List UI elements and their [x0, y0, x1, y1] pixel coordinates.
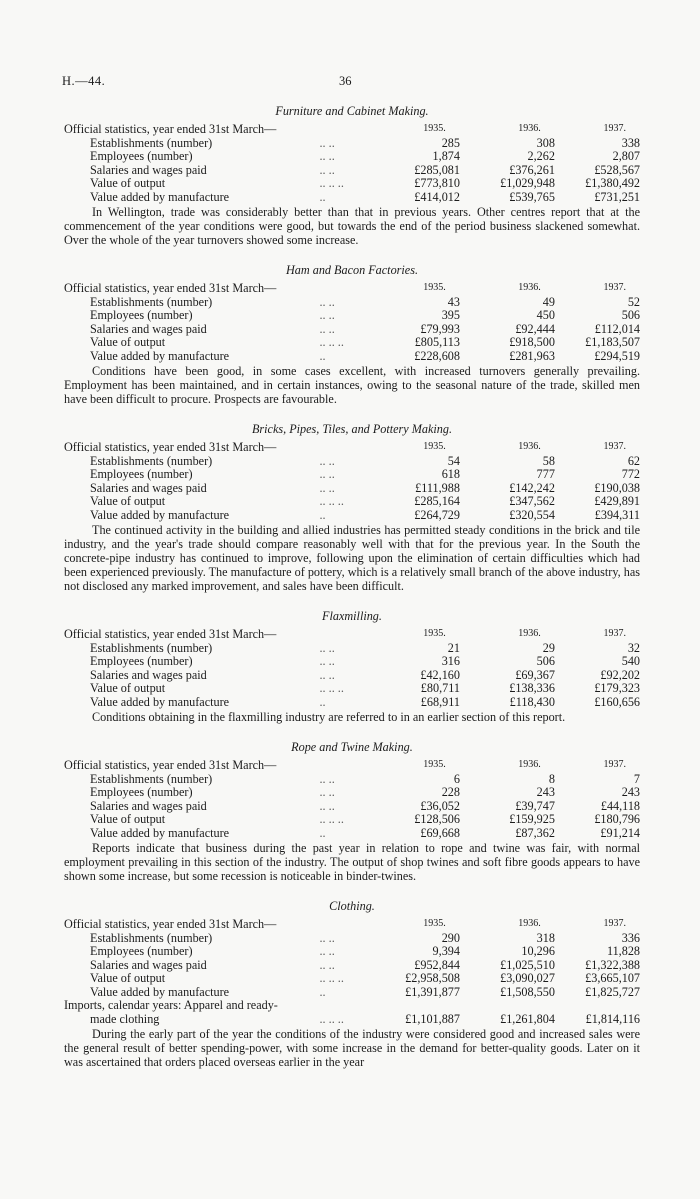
- cell-value: 243: [621, 785, 641, 799]
- year-header: 1935.: [423, 918, 446, 929]
- section: [64, 889, 640, 1069]
- cell-value: 2,807: [612, 149, 641, 163]
- leader-dots: ..: [319, 348, 326, 363]
- cell-value: £1,391,877: [405, 984, 460, 999]
- row-label: Employees (number): [90, 654, 193, 668]
- cell-value: 618: [441, 467, 460, 481]
- cell-value: £39,747: [515, 798, 555, 813]
- year-header: 1936.: [518, 628, 541, 639]
- section-title: Ham and Bacon Factories.: [285, 263, 418, 277]
- cell-value: £3,665,107: [585, 971, 641, 985]
- leader-dots: .. .. ..: [319, 681, 344, 695]
- cell-value: 450: [536, 308, 555, 322]
- year-header: 1935.: [423, 441, 446, 452]
- row-label: Establishments (number): [90, 135, 213, 150]
- report-reference: H.—44.: [62, 74, 106, 88]
- leader-dots: .. ..: [319, 294, 335, 309]
- year-header: 1935.: [423, 123, 446, 134]
- section-title: Flaxmilling.: [322, 609, 382, 623]
- cell-value: £264,729: [414, 507, 460, 522]
- table-row: [64, 985, 640, 999]
- leader-dots: .. ..: [319, 944, 335, 958]
- leader-dots: .. ..: [319, 480, 335, 495]
- year-header: 1937.: [603, 918, 626, 929]
- table-header-row: [64, 122, 640, 136]
- cell-value: 336: [621, 930, 641, 945]
- table-intro: Official statistics, year ended 31st March—: [64, 440, 277, 454]
- cell-value: 62: [627, 453, 641, 468]
- row-label: Salaries and wages paid: [90, 667, 207, 682]
- table-row: [64, 308, 640, 322]
- cell-value: £952,844: [414, 957, 460, 972]
- row-label: Employees (number): [90, 785, 193, 799]
- table-row: [64, 654, 640, 668]
- cell-value: £190,038: [594, 480, 641, 495]
- section-title: Rope and Twine Making.: [291, 740, 413, 754]
- leader-dots: ..: [319, 694, 326, 709]
- row-label: Salaries and wages paid: [90, 957, 207, 972]
- leader-dots: .. ..: [319, 785, 335, 799]
- section-commentary: During the early part of the year the conditions of the industry were considered good and increased sales were the general result of better spending-power, with some increase in the demand for better-quality goods. Later on it was ascertained that orders placed overseas earlier in the year: [64, 1027, 640, 1069]
- leader-dots: .. ..: [319, 771, 335, 786]
- leader-dots: .. ..: [319, 667, 335, 682]
- cell-value: £281,963: [509, 348, 555, 363]
- cell-value: 11,828: [606, 944, 641, 958]
- row-label: Value of output: [90, 681, 166, 695]
- table-row: [64, 681, 640, 695]
- cell-value: £918,500: [509, 335, 555, 349]
- row-label: Establishments (number): [90, 771, 213, 786]
- table-intro: Official statistics, year ended 31st March—: [64, 917, 277, 931]
- year-header: 1936.: [518, 123, 541, 134]
- table-row: [64, 668, 640, 682]
- section-title: Furniture and Cabinet Making.: [275, 104, 429, 118]
- row-label: Employees (number): [90, 308, 193, 322]
- cell-value: £228,608: [414, 348, 460, 363]
- row-label: Value added by manufacture: [90, 348, 230, 363]
- leader-dots: ..: [319, 189, 326, 204]
- table-intro: Official statistics, year ended 31st March—: [64, 122, 277, 136]
- cell-value: £87,362: [515, 825, 555, 840]
- leader-dots: .. ..: [319, 654, 335, 668]
- cell-value: £79,993: [420, 321, 460, 336]
- cell-value: £1,101,887: [405, 1011, 460, 1026]
- leader-dots: .. ..: [319, 930, 335, 945]
- cell-value: £91,214: [600, 825, 641, 840]
- table-row: [64, 149, 640, 163]
- row-label: Value added by manufacture: [90, 507, 230, 522]
- cell-value: 54: [447, 453, 460, 468]
- cell-value: £394,311: [594, 507, 641, 522]
- cell-value: £1,025,510: [500, 957, 555, 972]
- cell-value: 316: [441, 654, 460, 668]
- section: [64, 104, 640, 247]
- cell-value: £112,014: [594, 321, 641, 336]
- cell-value: 540: [621, 654, 641, 668]
- cell-value: £92,202: [600, 667, 641, 682]
- cell-value: 58: [542, 453, 555, 468]
- section: [64, 599, 640, 724]
- table-row: [64, 971, 640, 985]
- table-row: [64, 481, 640, 495]
- cell-value: 228: [441, 785, 460, 799]
- table-row: [64, 176, 640, 190]
- leader-dots: .. ..: [319, 135, 335, 150]
- cell-value: £1,322,388: [585, 957, 641, 972]
- year-header: 1936.: [518, 282, 541, 293]
- leader-dots: .. ..: [319, 162, 335, 177]
- table-row: [64, 958, 640, 972]
- row-label: Establishments (number): [90, 930, 213, 945]
- cell-value: £528,567: [594, 162, 641, 177]
- table-row: [64, 295, 640, 309]
- imports-row: [64, 998, 640, 1012]
- row-label: Value of output: [90, 176, 166, 190]
- row-label: Value added by manufacture: [90, 694, 230, 709]
- row-label: Value added by manufacture: [90, 189, 230, 204]
- section-commentary: Reports indicate that business during the past year in relation to rope and twine was fair, with normal employment prevailing in this section of the industry. The output of shop twines and soft fibre goods appears to have shown some increase, but some recession is noticeable in binder-twines.: [64, 841, 640, 883]
- row-label: Value of output: [90, 971, 166, 985]
- row-label: Establishments (number): [90, 453, 213, 468]
- table-row: [64, 944, 640, 958]
- cell-value: 2,262: [527, 149, 555, 163]
- row-label: Salaries and wages paid: [90, 480, 207, 495]
- cell-value: 49: [542, 294, 555, 309]
- cell-value: 338: [621, 135, 641, 150]
- section-commentary: Conditions have been good, in some cases excellent, with increased turnovers generally prevailing. Employment has been maintained, and in certain instances, owing to the seasonal nature of the trade, skilled men have been difficult to procure. Prospects are favourable.: [64, 364, 640, 406]
- imports-values-row: [64, 1012, 640, 1026]
- cell-value: 43: [447, 294, 460, 309]
- cell-value: £159,925: [509, 812, 555, 826]
- table-row: [64, 190, 640, 204]
- cell-value: £1,380,492: [585, 176, 641, 190]
- leader-dots: .. .. ..: [319, 1011, 344, 1026]
- spacer: [319, 758, 382, 772]
- section-commentary: In Wellington, trade was considerably better than that in previous years. Other centres report that at the commencement of the year conditions were good, but towards the end of the period business slackened somewhat. Over the whole of the year turnovers showed some increase.: [64, 205, 640, 247]
- row-label: Value added by manufacture: [90, 984, 230, 999]
- cell-value: £294,519: [594, 348, 641, 363]
- leader-dots: .. ..: [319, 798, 335, 813]
- row-label: Value of output: [90, 494, 166, 508]
- table-row: [64, 695, 640, 709]
- leader-dots: ..: [319, 825, 326, 840]
- table-header-row: [64, 627, 640, 641]
- year-header: 1935.: [423, 759, 446, 770]
- leader-dots: .. ..: [319, 640, 335, 655]
- leader-dots: .. .. ..: [319, 971, 344, 985]
- cell-value: £1,814,116: [585, 1011, 641, 1026]
- table-header-row: [64, 758, 640, 772]
- cell-value: 6: [453, 771, 460, 786]
- table-row: [64, 772, 640, 786]
- cell-value: 29: [542, 640, 555, 655]
- cell-value: £69,367: [515, 667, 555, 682]
- leader-dots: .. .. ..: [319, 494, 344, 508]
- table-row: [64, 335, 640, 349]
- row-label: Establishments (number): [90, 640, 213, 655]
- cell-value: £118,430: [509, 694, 555, 709]
- leader-dots: .. ..: [319, 957, 335, 972]
- leader-dots: .. .. ..: [319, 812, 344, 826]
- leader-dots: .. ..: [319, 453, 335, 468]
- cell-value: 772: [621, 467, 641, 481]
- cell-value: £92,444: [515, 321, 555, 336]
- spacer: [319, 917, 382, 931]
- leader-dots: ..: [319, 507, 326, 522]
- table-header-row: [64, 917, 640, 931]
- cell-value: 395: [441, 308, 460, 322]
- imports-label-continued: made clothing: [90, 1011, 160, 1026]
- table-row: [64, 467, 640, 481]
- year-header: 1935.: [423, 282, 446, 293]
- cell-value: 318: [536, 930, 555, 945]
- statistics-table: [64, 281, 640, 362]
- year-header: 1936.: [518, 759, 541, 770]
- cell-value: £1,029,948: [500, 176, 555, 190]
- table-row: [64, 454, 640, 468]
- cell-value: 52: [627, 294, 641, 309]
- cell-value: 8: [548, 771, 555, 786]
- table-row: [64, 931, 640, 945]
- table-header-row: [64, 440, 640, 454]
- cell-value: £429,891: [594, 494, 641, 508]
- cell-value: £347,562: [509, 494, 555, 508]
- cell-value: £36,052: [420, 798, 460, 813]
- statistics-table: [64, 440, 640, 521]
- section-title: Clothing.: [329, 899, 375, 913]
- row-label: Value of output: [90, 335, 166, 349]
- table-intro: Official statistics, year ended 31st March—: [64, 758, 277, 772]
- cell-value: £285,164: [414, 494, 460, 508]
- section: [64, 412, 640, 593]
- table-row: [64, 349, 640, 363]
- year-header: 1937.: [603, 282, 626, 293]
- cell-value: £80,711: [420, 681, 460, 695]
- row-label: Salaries and wages paid: [90, 162, 207, 177]
- row-label: Employees (number): [90, 944, 193, 958]
- section: [64, 730, 640, 883]
- section: [64, 253, 640, 406]
- table-row: [64, 641, 640, 655]
- cell-value: £142,242: [509, 480, 555, 495]
- cell-value: 243: [536, 785, 555, 799]
- cell-value: 10,296: [521, 944, 555, 958]
- section-commentary: The continued activity in the building and allied industries has permitted steady conditions in the brick and tile industry, and the year's trade should compare reasonably well with that for the previous year. In the South the concrete-pipe industry has continued to improve, following upon the elimination of certain difficulties which had been experienced previously. The manufacture of pottery, which is a relatively small branch of the above industry, has not disclosed any marked improvement, and sales have been difficult.: [64, 523, 640, 593]
- table-row: [64, 508, 640, 522]
- section-title: Bricks, Pipes, Tiles, and Pottery Making.: [251, 422, 453, 436]
- cell-value: £42,160: [420, 667, 460, 682]
- cell-value: £179,323: [594, 681, 641, 695]
- cell-value: £160,656: [594, 694, 641, 709]
- cell-value: 777: [536, 467, 555, 481]
- cell-value: £44,118: [600, 798, 641, 813]
- row-label: Employees (number): [90, 149, 193, 163]
- row-label: Salaries and wages paid: [90, 321, 207, 336]
- page-number: 36: [339, 74, 352, 88]
- leader-dots: .. .. ..: [319, 176, 344, 190]
- cell-value: £376,261: [509, 162, 555, 177]
- cell-value: £128,506: [414, 812, 460, 826]
- spacer: [319, 281, 382, 295]
- table-header-row: [64, 281, 640, 295]
- spacer: [319, 440, 382, 454]
- table-intro: Official statistics, year ended 31st March—: [64, 627, 277, 641]
- table-row: [64, 494, 640, 508]
- cell-value: £1,825,727: [585, 984, 641, 999]
- cell-value: £111,988: [415, 480, 460, 495]
- table-row: [64, 322, 640, 336]
- leader-dots: .. ..: [319, 308, 335, 322]
- cell-value: £3,090,027: [500, 971, 555, 985]
- cell-value: £1,183,507: [585, 335, 641, 349]
- year-header: 1936.: [518, 441, 541, 452]
- spacer: [319, 122, 382, 136]
- table-row: [64, 163, 640, 177]
- section-commentary: Conditions obtaining in the flaxmilling industry are referred to in an earlier section of this report.: [92, 710, 566, 724]
- table-row: [64, 785, 640, 799]
- cell-value: £285,081: [414, 162, 460, 177]
- cell-value: 7: [633, 771, 641, 786]
- cell-value: £414,012: [414, 189, 460, 204]
- year-header: 1937.: [603, 759, 626, 770]
- cell-value: 506: [621, 308, 641, 322]
- year-header: 1936.: [518, 918, 541, 929]
- row-label: Salaries and wages paid: [90, 798, 207, 813]
- cell-value: £1,261,804: [500, 1011, 555, 1026]
- cell-value: 32: [627, 640, 641, 655]
- leader-dots: .. .. ..: [319, 335, 344, 349]
- spacer: [319, 627, 382, 641]
- leader-dots: ..: [319, 984, 326, 999]
- year-header: 1937.: [603, 628, 626, 639]
- year-header: 1937.: [603, 123, 626, 134]
- cell-value: £773,810: [414, 176, 460, 190]
- row-label: Establishments (number): [90, 294, 213, 309]
- cell-value: 21: [447, 640, 460, 655]
- cell-value: 308: [536, 135, 555, 150]
- cell-value: £180,796: [594, 812, 641, 826]
- page-content: [64, 104, 640, 1075]
- leader-dots: .. ..: [319, 467, 335, 481]
- statistics-table: [64, 122, 640, 203]
- table-row: [64, 136, 640, 150]
- cell-value: 9,394: [432, 944, 460, 958]
- cell-value: £805,113: [414, 335, 460, 349]
- table-row: [64, 799, 640, 813]
- statistics-table: [64, 917, 640, 1025]
- cell-value: £69,668: [420, 825, 460, 840]
- table-row: [64, 826, 640, 840]
- cell-value: £731,251: [594, 189, 641, 204]
- cell-value: £539,765: [509, 189, 555, 204]
- cell-value: £1,508,550: [500, 984, 555, 999]
- cell-value: £2,958,508: [405, 971, 460, 985]
- year-header: 1935.: [423, 628, 446, 639]
- cell-value: 285: [441, 135, 460, 150]
- cell-value: £138,336: [509, 681, 555, 695]
- cell-value: 506: [536, 654, 555, 668]
- table-row: [64, 812, 640, 826]
- row-label: Employees (number): [90, 467, 193, 481]
- statistics-table: [64, 758, 640, 839]
- row-label: Value added by manufacture: [90, 825, 230, 840]
- cell-value: 290: [441, 930, 460, 945]
- imports-label: Imports, calendar years: Apparel and ready-: [64, 998, 278, 1012]
- statistics-table: [64, 627, 640, 708]
- cell-value: 1,874: [432, 149, 460, 163]
- leader-dots: .. ..: [319, 149, 335, 163]
- row-label: Value of output: [90, 812, 166, 826]
- table-intro: Official statistics, year ended 31st March—: [64, 281, 277, 295]
- year-header: 1937.: [603, 441, 626, 452]
- cell-value: £68,911: [420, 694, 460, 709]
- cell-value: £320,554: [509, 507, 555, 522]
- leader-dots: .. ..: [319, 321, 335, 336]
